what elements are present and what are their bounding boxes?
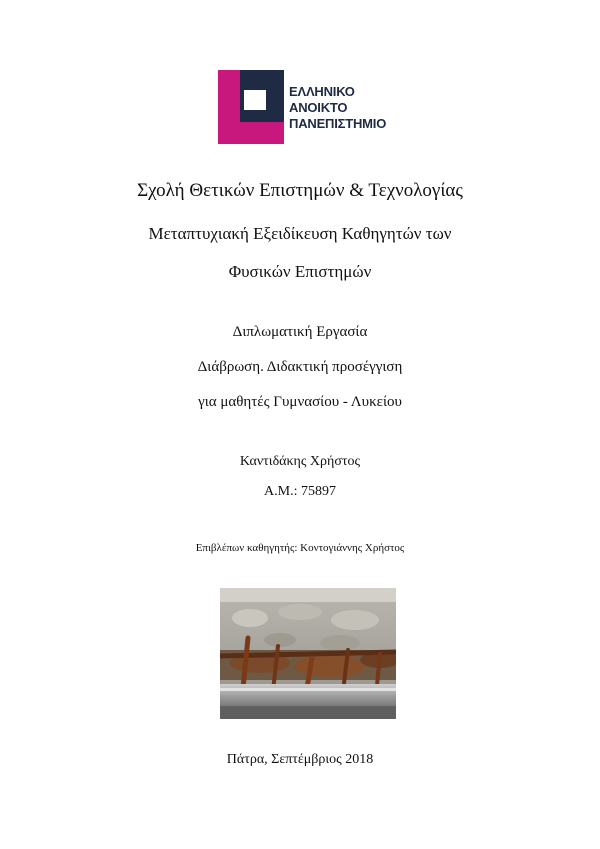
program-name-line1: Μεταπτυχιακή Εξειδίκευση Καθηγητών των [148,224,452,243]
logo-text-line3: ΠΑΝΕΠΙΣΤΗΜΙΟ [289,116,387,131]
logo-text-line1: ΕΛΛΗΝΙΚΟ [289,84,355,99]
corroded-rebar-photo [220,588,396,719]
supervisor: Επιβλέπων καθηγητής: Κοντογιάννης Χρήστος [195,542,405,554]
university-logo [218,70,408,144]
place-and-date: Πάτρα, Σεπτέμβριος 2018 [226,752,374,767]
school-name: Σχολή Θετικών Επιστημών & Τεχνολογίας [137,180,463,201]
program-name-line2: Φυσικών Επιστημών [228,262,372,281]
document-type: Διπλωματική Εργασία [232,324,368,340]
thesis-title-line1: Διάβρωση. Διδακτική προσέγγιση [197,359,403,375]
logo-text-line2: ΑΝΟΙΚΤΟ [289,100,348,115]
university-logo-mark-icon [218,70,284,144]
student-id: Α.Μ.: 75897 [264,484,336,499]
author-name: Καντιδάκης Χρήστος [239,454,361,469]
university-logo-text [289,84,386,132]
thesis-title-line2: για μαθητές Γυμνασίου - Λυκείου [198,394,402,410]
